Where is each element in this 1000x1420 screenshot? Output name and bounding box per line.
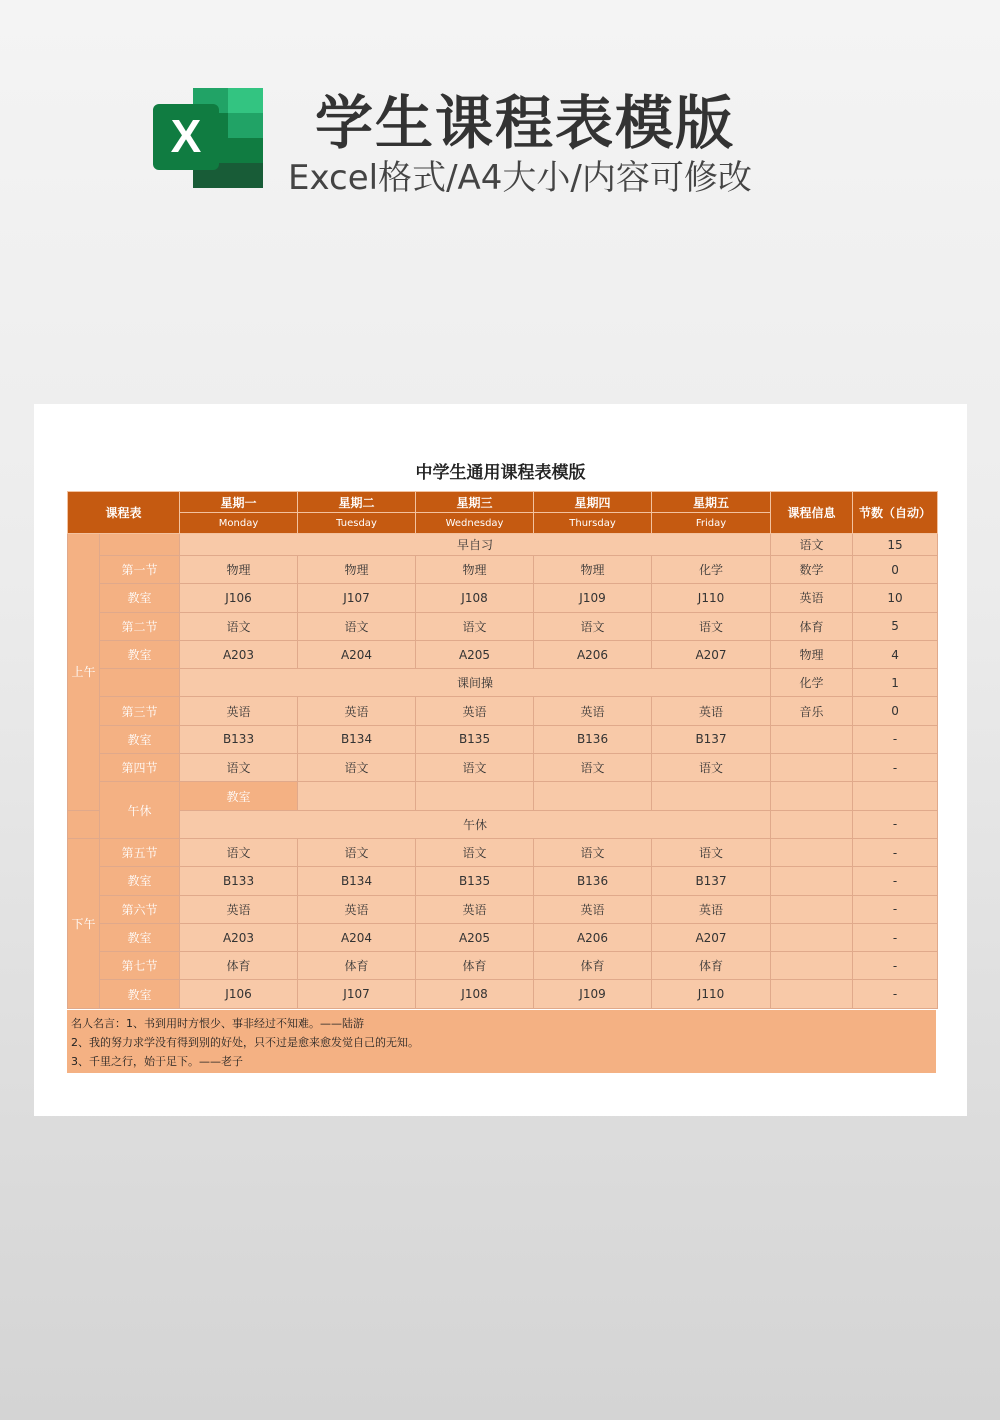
info-subject <box>771 754 853 782</box>
class-cell[interactable]: 语文 <box>180 838 298 866</box>
table-row <box>68 980 938 1008</box>
class-cell[interactable]: 语文 <box>652 754 771 782</box>
class-cell[interactable]: 英语 <box>534 895 652 923</box>
class-cell[interactable]: 物理 <box>534 556 652 584</box>
info-count: - <box>853 980 938 1008</box>
class-cell[interactable]: J108 <box>416 980 534 1008</box>
class-cell[interactable]: 物理 <box>180 556 298 584</box>
count-header: 节数（自动） <box>853 492 938 534</box>
class-cell[interactable]: 英语 <box>652 895 771 923</box>
class-cell[interactable]: 语文 <box>298 612 416 640</box>
sheet-title: 中学生通用课程表模版 <box>415 463 586 483</box>
row-label: 第七节 <box>100 952 180 980</box>
class-cell[interactable]: 语文 <box>298 754 416 782</box>
class-cell[interactable]: 体育 <box>416 952 534 980</box>
info-count: - <box>853 754 938 782</box>
table-row <box>68 754 938 782</box>
class-cell[interactable]: J107 <box>298 584 416 612</box>
class-cell[interactable]: 语文 <box>416 838 534 866</box>
class-cell[interactable]: 英语 <box>652 697 771 725</box>
day-header-cn: 星期二 <box>298 492 416 513</box>
class-cell[interactable]: J106 <box>180 584 298 612</box>
day-header-en: Friday <box>652 513 771 534</box>
info-subject: 物理 <box>771 640 853 668</box>
table-row <box>68 697 938 725</box>
class-cell[interactable]: J108 <box>416 584 534 612</box>
info-count: 5 <box>853 612 938 640</box>
info-subject <box>771 867 853 895</box>
class-cell[interactable]: A204 <box>298 640 416 668</box>
class-cell[interactable]: B136 <box>534 867 652 895</box>
class-cell[interactable]: J107 <box>298 980 416 1008</box>
info-subject <box>771 725 853 753</box>
table-row <box>68 556 938 584</box>
info-count: 15 <box>853 534 938 556</box>
info-count: - <box>853 952 938 980</box>
row-label: 教室 <box>100 867 180 895</box>
day-header-en: Tuesday <box>298 513 416 534</box>
class-cell[interactable]: B134 <box>298 867 416 895</box>
class-cell[interactable]: 语文 <box>534 838 652 866</box>
info-count: - <box>853 810 938 838</box>
info-count: - <box>853 923 938 951</box>
class-cell[interactable] <box>416 782 534 810</box>
info-subject <box>853 782 938 810</box>
row-label: 教室 <box>100 923 180 951</box>
table-row <box>68 534 938 556</box>
class-cell[interactable]: 英语 <box>180 895 298 923</box>
table-row <box>68 492 938 513</box>
table-row <box>68 952 938 980</box>
info-subject <box>771 952 853 980</box>
class-cell[interactable]: A205 <box>416 640 534 668</box>
excel-icon <box>153 86 265 190</box>
day-header-en: Monday <box>180 513 298 534</box>
quote-line: 2、我的努力求学没有得到别的好处，只不过是愈来愈发觉自己的无知。 <box>71 1036 419 1049</box>
row-label: 教室 <box>100 725 180 753</box>
info-count: - <box>853 725 938 753</box>
row-label: 第一节 <box>100 556 180 584</box>
info-count: 0 <box>853 697 938 725</box>
class-cell[interactable]: 英语 <box>534 697 652 725</box>
table-row <box>68 838 938 866</box>
class-cell[interactable]: 语文 <box>652 838 771 866</box>
class-cell[interactable]: 语文 <box>180 612 298 640</box>
class-cell[interactable]: 语文 <box>416 612 534 640</box>
info-subject: 英语 <box>771 584 853 612</box>
class-cell[interactable] <box>771 782 853 810</box>
table-row <box>68 867 938 895</box>
info-subject <box>771 838 853 866</box>
class-cell[interactable] <box>534 782 652 810</box>
info-count: - <box>853 895 938 923</box>
class-cell[interactable]: 语文 <box>416 754 534 782</box>
class-cell[interactable]: 语文 <box>534 754 652 782</box>
info-subject: 数学 <box>771 556 853 584</box>
table-row <box>68 810 938 838</box>
row-label: 教室 <box>100 980 180 1008</box>
banner-title: 学生课程表模版 <box>314 89 735 157</box>
row-label: 第六节 <box>100 895 180 923</box>
period-afternoon: 下午 <box>68 838 100 1008</box>
class-cell[interactable] <box>652 782 771 810</box>
quotes-block <box>67 1010 936 1073</box>
class-cell[interactable]: A206 <box>534 640 652 668</box>
class-cell[interactable]: A203 <box>180 923 298 951</box>
class-cell[interactable]: 语文 <box>180 754 298 782</box>
day-header-en: Thursday <box>534 513 652 534</box>
table-row <box>68 640 938 668</box>
row-label: 教室 <box>100 584 180 612</box>
info-count: 4 <box>853 640 938 668</box>
span-early: 早自习 <box>180 534 771 556</box>
class-cell[interactable]: 英语 <box>298 895 416 923</box>
class-cell[interactable]: 体育 <box>534 952 652 980</box>
day-header-cn: 星期一 <box>180 492 298 513</box>
class-cell[interactable]: B134 <box>298 725 416 753</box>
class-cell[interactable]: B137 <box>652 867 771 895</box>
table-row <box>68 584 938 612</box>
class-cell[interactable]: 英语 <box>180 697 298 725</box>
table-row <box>68 669 938 697</box>
table-row <box>68 895 938 923</box>
class-cell[interactable]: 化学 <box>652 556 771 584</box>
info-subject <box>771 980 853 1008</box>
class-cell[interactable]: J109 <box>534 980 652 1008</box>
table-row <box>68 782 938 810</box>
info-subject: 化学 <box>771 669 853 697</box>
class-cell[interactable]: 语文 <box>652 612 771 640</box>
info-subject: 语文 <box>771 534 853 556</box>
timetable <box>67 491 938 1009</box>
banner-subtitle: Excel格式/A4大小/内容可修改 <box>288 158 752 198</box>
banner <box>0 0 1000 260</box>
class-cell[interactable]: A207 <box>652 640 771 668</box>
class-cell[interactable]: J110 <box>652 584 771 612</box>
info-count: - <box>853 838 938 866</box>
quote-line: 3、千里之行，始于足下。——老子 <box>71 1055 243 1068</box>
class-cell[interactable]: J110 <box>652 980 771 1008</box>
info-subject: 音乐 <box>771 697 853 725</box>
class-cell[interactable]: B135 <box>416 725 534 753</box>
row-label: 教室 <box>180 782 298 810</box>
class-cell[interactable]: 语文 <box>534 612 652 640</box>
info-subject: 体育 <box>771 612 853 640</box>
period-morning: 上午 <box>68 534 100 811</box>
row-label: 第四节 <box>100 754 180 782</box>
class-cell[interactable]: 物理 <box>298 556 416 584</box>
info-subject <box>771 895 853 923</box>
class-cell[interactable]: A203 <box>180 640 298 668</box>
row-label-empty <box>100 534 180 556</box>
class-cell[interactable] <box>298 782 416 810</box>
info-header: 课程信息 <box>771 492 853 534</box>
row-label-empty <box>68 810 100 838</box>
row-label: 第五节 <box>100 838 180 866</box>
row-label: 第二节 <box>100 612 180 640</box>
logo-letter: X <box>170 110 202 162</box>
class-cell[interactable]: A204 <box>298 923 416 951</box>
class-cell[interactable]: 体育 <box>652 952 771 980</box>
table-row <box>68 612 938 640</box>
quote-line: 名人名言：1、书到用时方恨少、事非经过不知难。——陆游 <box>71 1017 364 1030</box>
row-label: 第三节 <box>100 697 180 725</box>
class-cell[interactable]: 体育 <box>180 952 298 980</box>
info-count: 1 <box>853 669 938 697</box>
class-cell[interactable]: A205 <box>416 923 534 951</box>
class-cell[interactable]: A206 <box>534 923 652 951</box>
corner-header: 课程表 <box>68 492 180 534</box>
class-cell[interactable]: 物理 <box>416 556 534 584</box>
info-subject <box>771 810 853 838</box>
span-exercise: 课间操 <box>180 669 771 697</box>
row-label: 教室 <box>100 640 180 668</box>
info-subject <box>771 923 853 951</box>
class-cell[interactable]: A207 <box>652 923 771 951</box>
class-cell[interactable]: B137 <box>652 725 771 753</box>
class-cell[interactable]: 英语 <box>416 895 534 923</box>
sheet-paper <box>34 404 967 1116</box>
class-cell[interactable]: B136 <box>534 725 652 753</box>
span-nap: 午休 <box>180 810 771 838</box>
class-cell[interactable]: 语文 <box>298 838 416 866</box>
class-cell[interactable]: B135 <box>416 867 534 895</box>
table-row <box>68 725 938 753</box>
class-cell[interactable]: B133 <box>180 725 298 753</box>
info-count: - <box>853 867 938 895</box>
class-cell[interactable]: B133 <box>180 867 298 895</box>
class-cell[interactable]: J109 <box>534 584 652 612</box>
class-cell[interactable]: 体育 <box>298 952 416 980</box>
info-count: 10 <box>853 584 938 612</box>
class-cell[interactable]: J106 <box>180 980 298 1008</box>
day-header-cn: 星期四 <box>534 492 652 513</box>
row-label-empty <box>100 669 180 697</box>
class-cell[interactable]: 英语 <box>416 697 534 725</box>
period-noon: 午休 <box>100 782 180 839</box>
info-count: 0 <box>853 556 938 584</box>
day-header-en: Wednesday <box>416 513 534 534</box>
day-header-cn: 星期三 <box>416 492 534 513</box>
table-row <box>68 923 938 951</box>
class-cell[interactable]: 英语 <box>298 697 416 725</box>
day-header-cn: 星期五 <box>652 492 771 513</box>
